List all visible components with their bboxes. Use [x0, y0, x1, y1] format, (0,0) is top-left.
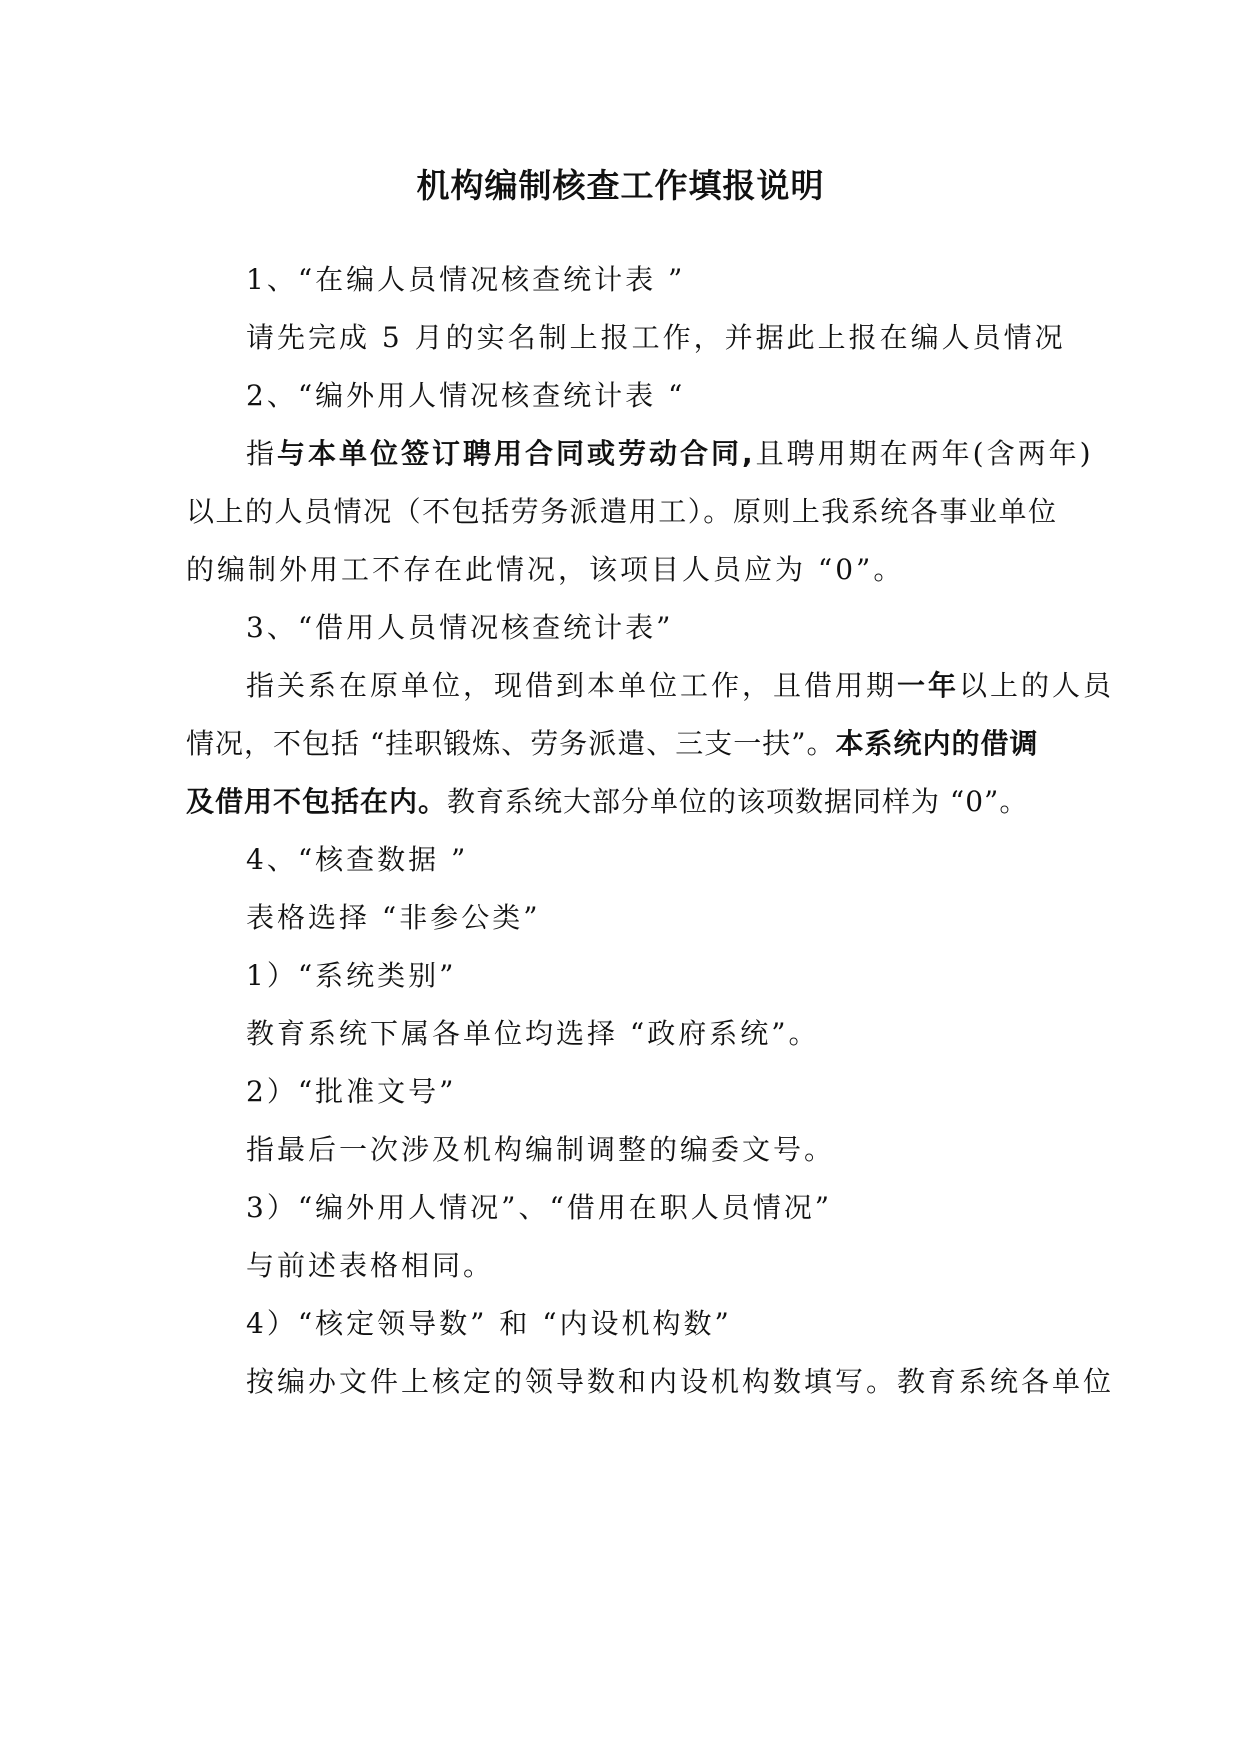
section-3-line-1 [246, 666, 1114, 706]
section-3-line-2 [186, 724, 1056, 764]
section-4-4-heading: 4）“核定领导数” 和 “内设机构数” [246, 1307, 732, 1340]
section-2-line-1 [246, 434, 1094, 474]
section-2-line-3: 的编制外用工不存在此情况，该项目人员应为 “0”。 [186, 553, 905, 586]
section-4-3-heading: 3）“编外用人情况”、“借用在职人员情况” [246, 1191, 833, 1224]
section-3-emphasis-2: 本系统内的借调 [835, 727, 1039, 760]
section-2-line-2: 以上的人员情况（不包括劳务派遣用工）。原则上我系统各事业单位 [186, 495, 1056, 528]
section-4-1-heading: 1）“系统类别” [246, 959, 457, 992]
section-3-line-2-a: 情况，不包括 “挂职锻炼、劳务派遣、三支一扶”。 [186, 727, 836, 760]
section-4-heading: 4、“核查数据 ” [246, 843, 469, 876]
section-4-body: 表格选择 “非参公类” [246, 901, 541, 934]
section-3-line-1-a: 指关系在原单位，现借到本单位工作，且借用期 [246, 669, 898, 702]
section-4-3-body: 与前述表格相同。 [246, 1249, 495, 1282]
section-3-emphasis-1: 一年 [897, 669, 960, 702]
section-2-emphasis: 与本单位签订聘用合同或劳动合同, [277, 437, 756, 470]
section-1-heading: 1、“在编人员情况核查统计表 ” [246, 263, 686, 296]
document-title: 机构编制核查工作填报说明 [416, 166, 825, 205]
section-3-heading: 3、“借用人员情况核查统计表” [246, 611, 674, 644]
section-3-line-1-c: 以上的人员 [959, 669, 1115, 702]
section-2-line-1-a: 指 [246, 437, 278, 470]
section-3-line-3 [186, 782, 1056, 822]
section-4-2-heading: 2）“批准文号” [246, 1075, 457, 1108]
section-2-line-1-c: 且聘用期在两年(含两年) [755, 437, 1094, 470]
section-4-1-body: 教育系统下属各单位均选择 “政府系统”。 [246, 1017, 820, 1050]
section-3-emphasis-3: 及借用不包括在内。 [186, 785, 448, 818]
section-1-body: 请先完成 5 月的实名制上报工作，并据此上报在编人员情况 [246, 321, 1066, 354]
section-3-line-3-b: 教育系统大部分单位的该项数据同样为 “0”。 [447, 785, 1029, 818]
section-4-2-body: 指最后一次涉及机构编制调整的编委文号。 [246, 1133, 836, 1166]
section-4-4-body: 按编办文件上核定的领导数和内设机构数填写。教育系统各单位 [246, 1365, 1115, 1398]
section-2-heading: 2、“编外用人情况核查统计表 “ [246, 379, 686, 412]
